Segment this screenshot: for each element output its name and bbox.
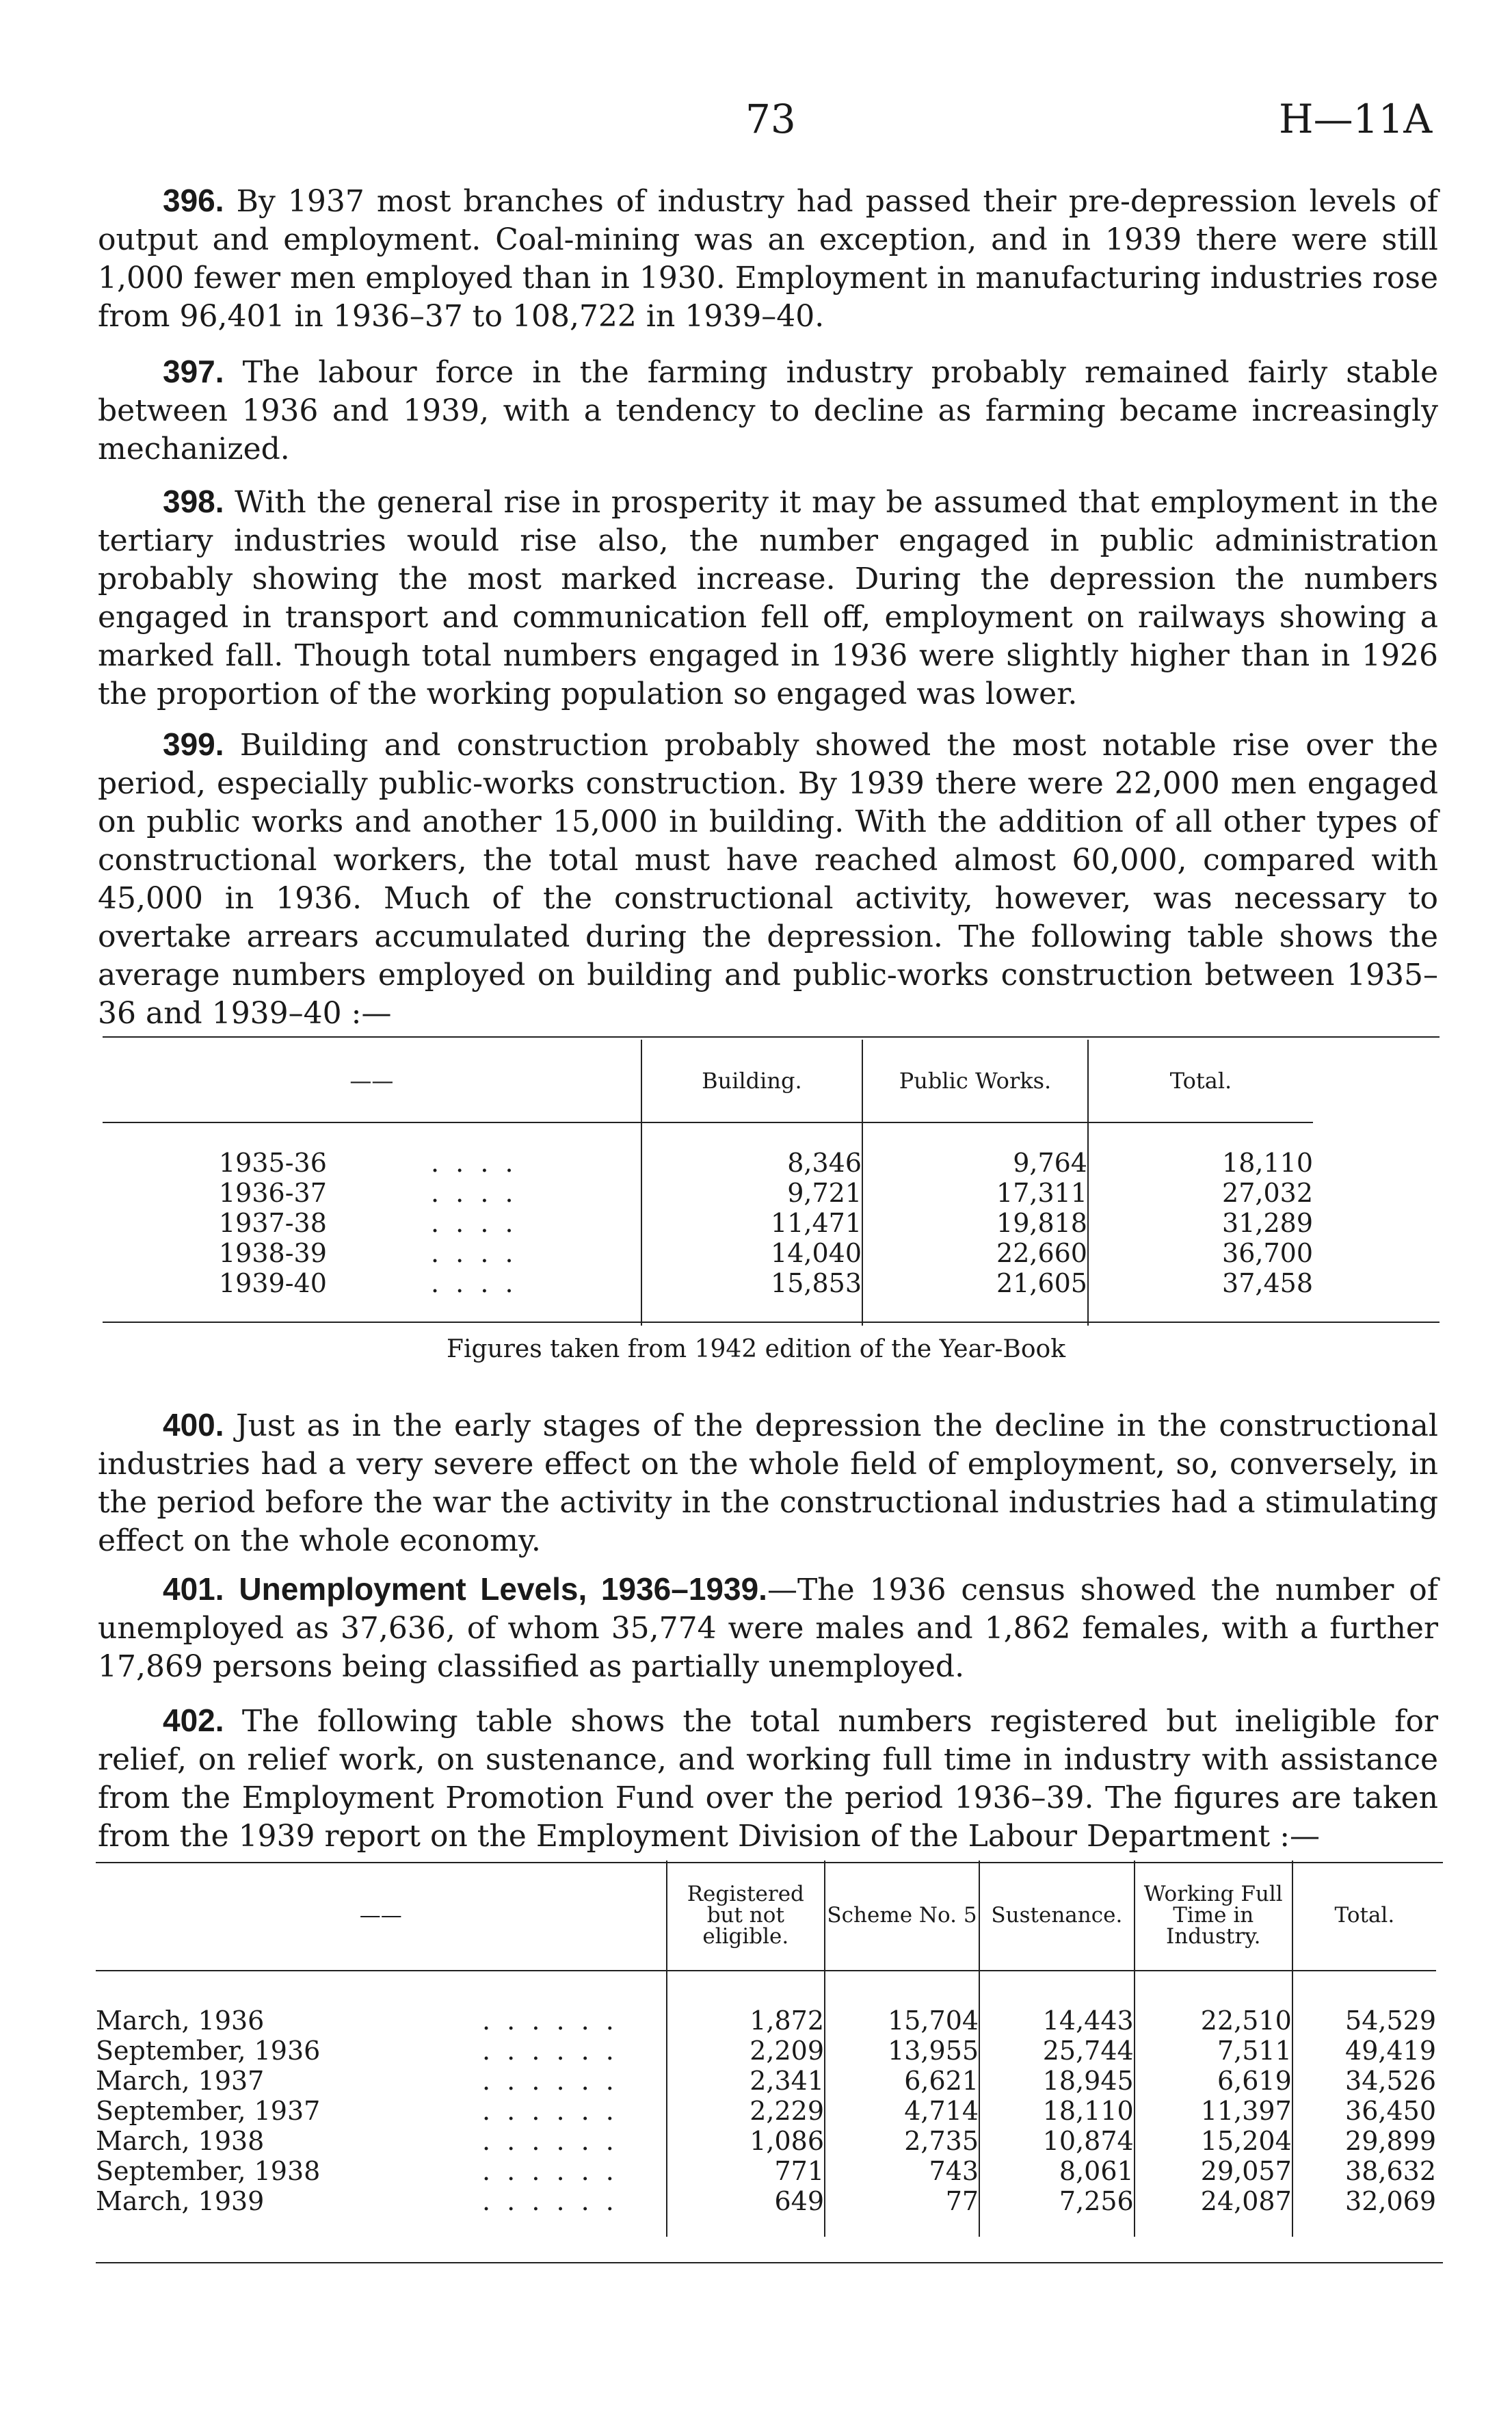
- paragraph-text: Just as in the early stages of the depression the decline in the constructional industries had a very severe effect on the whole field of employment, so, conversely, in the period before the war the activity in the constructional industries had a stimulating effect on the whole economy.: [98, 1408, 1438, 1558]
- row-leader-dots: . . . . . .: [482, 2036, 618, 2066]
- cell-total: 38,632: [1292, 2156, 1436, 2186]
- cell-total: 36,700: [1088, 1238, 1313, 1268]
- cell-total: 49,419: [1292, 2036, 1436, 2066]
- paragraph-398: [98, 482, 1438, 713]
- cell-scheme: 77: [825, 2186, 979, 2216]
- paragraph-number: 400.: [163, 1407, 224, 1443]
- table-row: [96, 2186, 1436, 2216]
- table-row: [103, 1208, 1313, 1238]
- table-row: [96, 2006, 1436, 2036]
- paragraph-number: 401.: [163, 1571, 224, 1607]
- section-heading: Unemployment Levels, 1936–1939.: [239, 1571, 767, 1607]
- paragraph-number: 398.: [163, 484, 224, 519]
- table-header-scheme: Scheme No. 5: [825, 1861, 979, 1971]
- cell-sustenance: 10,874: [979, 2126, 1135, 2156]
- table-header-sustenance: Sustenance.: [979, 1861, 1135, 1971]
- cell-working: 22,510: [1135, 2006, 1292, 2036]
- cell-scheme: 2,735: [825, 2126, 979, 2156]
- row-date: September, 1937: [96, 2096, 321, 2126]
- row-date: September, 1936: [96, 2036, 321, 2066]
- cell-sustenance: 18,110: [979, 2096, 1135, 2126]
- cell-sustenance: 25,744: [979, 2036, 1135, 2066]
- page-number: 73: [745, 96, 796, 142]
- cell-building: 8,346: [641, 1148, 862, 1178]
- cell-building: 9,721: [641, 1178, 862, 1208]
- paragraph-text: With the general rise in prosperity it may be assumed that employment in the tertiary industries would rise also, the number engaged in public administration probably showing the most marked increase. During the depression the numbers engaged in transport and communication fell off, employment on railways showing a marked fall. Though total numbers engaged in 1936 were slightly higher than in 1926 the proportion of the working population so engaged was lower.: [98, 485, 1438, 711]
- cell-building: 14,040: [641, 1238, 862, 1268]
- cell-registered: 771: [667, 2156, 825, 2186]
- paragraph-number: 402.: [163, 1703, 224, 1738]
- cell-total: 18,110: [1088, 1148, 1313, 1178]
- paragraph-396: [98, 181, 1438, 336]
- table-header-label: ——: [349, 1068, 394, 1094]
- cell-total: 27,032: [1088, 1178, 1313, 1208]
- table-header-registered: Registered but not eligible.: [667, 1861, 825, 1971]
- cell-working: 29,057: [1135, 2156, 1292, 2186]
- cell-building: 15,853: [641, 1268, 862, 1298]
- cell-scheme: 15,704: [825, 2006, 979, 2036]
- cell-public-works: 19,818: [862, 1208, 1088, 1238]
- row-leader-dots: . . . .: [431, 1178, 518, 1208]
- cell-public-works: 22,660: [862, 1238, 1088, 1268]
- row-year: 1937-38: [219, 1208, 327, 1238]
- cell-sustenance: 18,945: [979, 2066, 1135, 2096]
- row-year: 1938-39: [219, 1238, 327, 1268]
- cell-total: 37,458: [1088, 1268, 1313, 1298]
- table-bottom-rule: [96, 2262, 1443, 2263]
- cell-building: 11,471: [641, 1208, 862, 1238]
- table-header-working: Working Full Time in Industry.: [1135, 1861, 1292, 1971]
- paragraph-401: [98, 1570, 1438, 1686]
- paragraph-399: [98, 725, 1438, 1033]
- paragraph-number: 399.: [163, 726, 224, 762]
- paragraph-number: 396.: [163, 183, 224, 218]
- cell-working: 11,397: [1135, 2096, 1292, 2126]
- document-reference: H—11A: [1279, 96, 1433, 142]
- row-leader-dots: . . . . . .: [482, 2096, 618, 2126]
- table-header-building: Building.: [641, 1040, 862, 1122]
- paragraph-397: [98, 352, 1438, 469]
- cell-total: 54,529: [1292, 2006, 1436, 2036]
- unemployment-assistance-table: [96, 1861, 1436, 2237]
- row-year: 1935-36: [219, 1148, 327, 1178]
- table-row: [96, 2066, 1436, 2096]
- table-row: [96, 2126, 1436, 2156]
- cell-total: 29,899: [1292, 2126, 1436, 2156]
- paragraph-text: By 1937 most branches of industry had passed their pre-depression levels of output and employment. Coal-mining was an exception, and in 1939 there were still 1,000 fewer men employed than in 1930. Employment in manufacturing industries rose from 96,401 in 1936–37 to 108,722 in 1939–40.: [98, 184, 1438, 334]
- cell-registered: 1,872: [667, 2006, 825, 2036]
- cell-total: 36,450: [1292, 2096, 1436, 2126]
- row-leader-dots: . . . .: [431, 1208, 518, 1238]
- cell-registered: 2,229: [667, 2096, 825, 2126]
- cell-working: 6,619: [1135, 2066, 1292, 2096]
- table-header-label: ——: [359, 1902, 402, 1928]
- table-bottom-rule: [103, 1322, 1440, 1323]
- cell-scheme: 6,621: [825, 2066, 979, 2096]
- cell-working: 15,204: [1135, 2126, 1292, 2156]
- row-leader-dots: . . . .: [431, 1148, 518, 1178]
- row-leader-dots: . . . . . .: [482, 2126, 618, 2156]
- cell-scheme: 4,714: [825, 2096, 979, 2126]
- cell-scheme: 13,955: [825, 2036, 979, 2066]
- table-row: [103, 1178, 1313, 1208]
- paragraph-402: [98, 1701, 1438, 1856]
- cell-total: 31,289: [1088, 1208, 1313, 1238]
- paragraph-text: The following table shows the total numbers registered but ineligible for relief, on relief work, on sustenance, and working full time in industry with assistance from the Employment Promotion Fund over the period 1936–39. The figures are taken from the 1939 report on the Employment Division of the Labour Department :—: [98, 1704, 1438, 1854]
- cell-working: 7,511: [1135, 2036, 1292, 2066]
- row-year: 1939-40: [219, 1268, 327, 1298]
- table-row: [103, 1238, 1313, 1268]
- table-row: [96, 2156, 1436, 2186]
- table-header-total: Total.: [1292, 1861, 1436, 1971]
- table-header-total: Total.: [1088, 1040, 1313, 1122]
- cell-sustenance: 8,061: [979, 2156, 1135, 2186]
- row-date: March, 1939: [96, 2186, 265, 2216]
- cell-registered: 2,341: [667, 2066, 825, 2096]
- cell-sustenance: 14,443: [979, 2006, 1135, 2036]
- row-leader-dots: . . . .: [431, 1238, 518, 1268]
- row-date: March, 1938: [96, 2126, 265, 2156]
- row-leader-dots: . . . . . .: [482, 2066, 618, 2096]
- paragraph-number: 397.: [163, 354, 224, 389]
- cell-registered: 649: [667, 2186, 825, 2216]
- table-row: [96, 2096, 1436, 2126]
- construction-employment-table: [103, 1040, 1313, 1326]
- cell-sustenance: 7,256: [979, 2186, 1135, 2216]
- cell-total: 32,069: [1292, 2186, 1436, 2216]
- paragraph-text: The labour force in the farming industry probably remained fairly stable between 1936 and 1939, with a tendency to decline as farming became increasingly mechanized.: [98, 355, 1438, 466]
- cell-public-works: 17,311: [862, 1178, 1088, 1208]
- paragraph-text: —The 1936 census showed the number of unemployed as 37,636, of whom 35,774 were males and 1,862 females, with a further 17,869 persons being classified as partially unemployed.: [98, 1573, 1438, 1684]
- cell-working: 24,087: [1135, 2186, 1292, 2216]
- table-row: [103, 1148, 1313, 1178]
- table-header-public-works: Public Works.: [862, 1040, 1088, 1122]
- cell-total: 34,526: [1292, 2066, 1436, 2096]
- paragraph-text: Building and construction probably showed the most notable rise over the period, especially public-works construction. By 1939 there were 22,000 men engaged on public works and another 15,000 in building. With the addition of all other types of constructional workers, the total must have reached almost 60,000, compared with 45,000 in 1936. Much of the constructional activity, however, was necessary to overtake arrears accumulated during the depression. The following table shows the average numbers employed on building and public-works construction between 1935–36 and 1939–40 :—: [98, 728, 1438, 1031]
- cell-public-works: 21,605: [862, 1268, 1088, 1298]
- table-row: [103, 1268, 1313, 1298]
- table-row: [96, 2036, 1436, 2066]
- row-leader-dots: . . . . . .: [482, 2006, 618, 2036]
- paragraph-400: [98, 1406, 1438, 1560]
- row-leader-dots: . . . . . .: [482, 2186, 618, 2216]
- row-year: 1936-37: [219, 1178, 327, 1208]
- cell-scheme: 743: [825, 2156, 979, 2186]
- row-date: March, 1936: [96, 2006, 265, 2036]
- row-leader-dots: . . . . . .: [482, 2156, 618, 2186]
- table-top-rule: [103, 1036, 1440, 1038]
- row-leader-dots: . . . .: [431, 1268, 518, 1298]
- cell-registered: 1,086: [667, 2126, 825, 2156]
- table-caption: Figures taken from 1942 edition of the Year-Book: [446, 1335, 1066, 1363]
- row-date: March, 1937: [96, 2066, 265, 2096]
- row-date: September, 1938: [96, 2156, 321, 2186]
- cell-registered: 2,209: [667, 2036, 825, 2066]
- cell-public-works: 9,764: [862, 1148, 1088, 1178]
